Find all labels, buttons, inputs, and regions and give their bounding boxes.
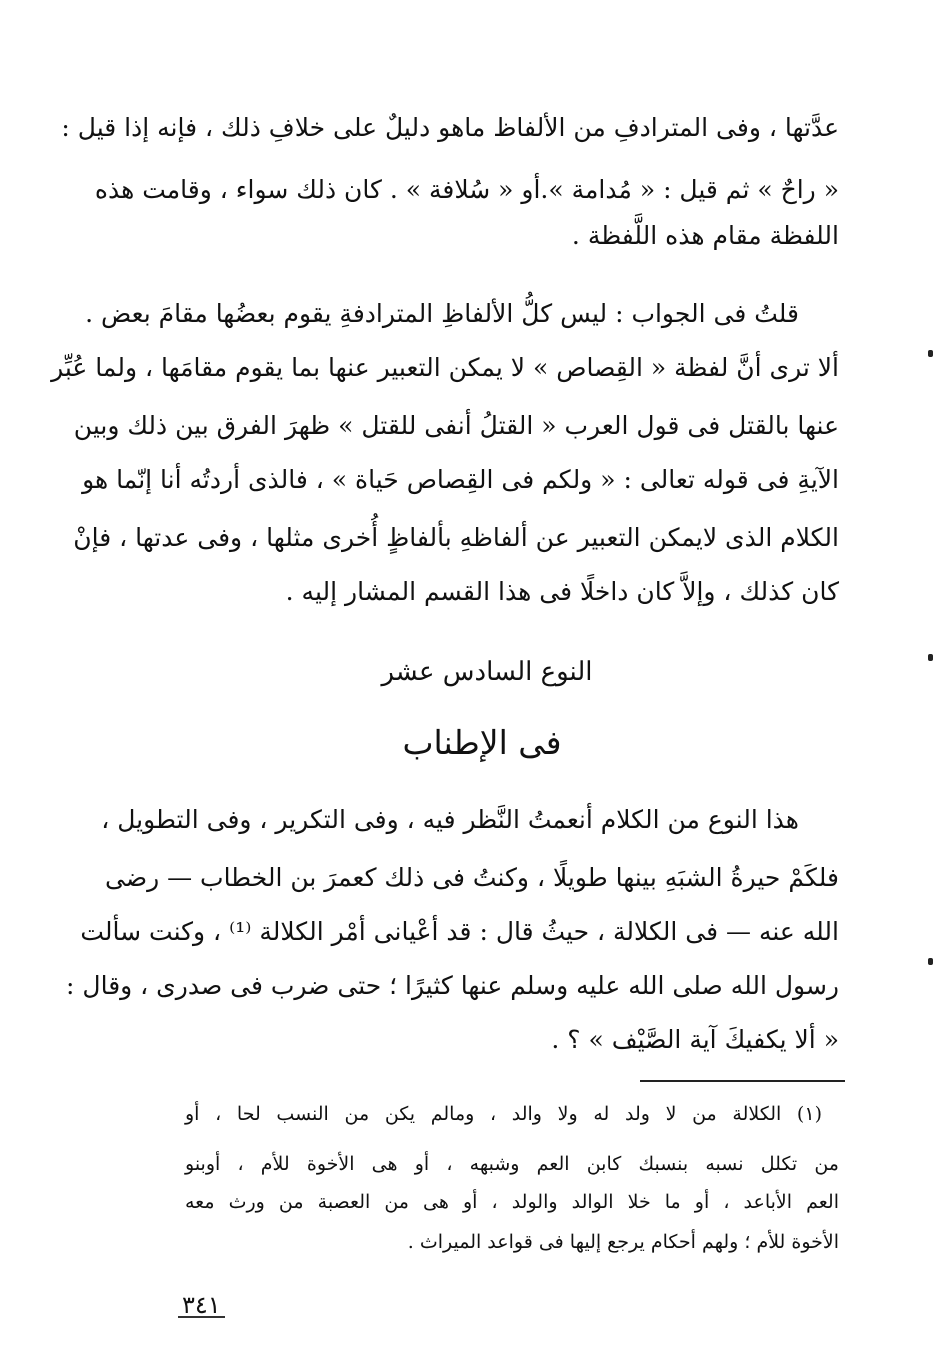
paragraph-3-line-1: هذا النوع من الكلام أنعمتُ النَّظر فيه ، وفى التكرير ، وفى التطويل ، xyxy=(101,805,799,834)
paragraph-2-line-6: كان كذلك ، وإلاَّ كان داخلًا فى هذا القسم المشار إليه . xyxy=(285,577,839,606)
paragraph-3-line-2: فلكَمْ حيرةُ الشبَهِ بينها طويلًا ، وكنتُ فى ذلك كعمرَ بن الخطاب — رضى xyxy=(105,863,839,892)
paragraph-1-line-1: عدَّتها ، وفى المترادفِ من الألفاظ ماهو دليلٌ على خلافِ ذلك ، فإنه إذا قيل : xyxy=(61,113,839,142)
paragraph-1-line-2: « راحٌ » ثم قيل : « مُدامة ».أو « سُلافة » . كان ذلك سواء ، وقامت هذه xyxy=(94,175,839,204)
paragraph-3-line-5: « ألا يكفيكَ آية الصَّيْف » ؟ . xyxy=(551,1025,839,1054)
paragraph-2-line-1: قلتُ فى الجواب : ليس كلُّ الألفاظِ المترادفةِ يقوم بعضُها مقامَ بعض . xyxy=(85,299,799,328)
paragraph-2-line-5: الكلام الذى لايمكن التعبير عن ألفاظهِ بألفاظٍ أُخرى مثلها ، وفى عدتها ، فإنْ xyxy=(73,523,839,552)
paragraph-3-line-4: رسول الله صلى الله عليه وسلم عنها كثيرًا ؛ حتى ضرب فى صدرى ، وقال : xyxy=(66,971,839,1000)
chapter-subtitle: فى الإطناب xyxy=(402,723,562,762)
scan-speck xyxy=(928,350,933,357)
paragraph-3-line-3: الله عنه — فى الكلالة ، حيثُ قال : قد أعْيانى أمْر الكلالة ⁽¹⁾ ، وكنت سألت xyxy=(80,917,839,946)
scan-speck xyxy=(928,958,933,965)
paragraph-2-line-3: عنها بالقتل فى قول العرب « القتلُ أنفى للقتل » ظهرَ الفرق بين ذلك وبين xyxy=(73,411,839,440)
page-number: ٣٤١ xyxy=(182,1291,221,1319)
footnote-line-1: (١) الكلالة من لا ولد له ولا والد ، ومالم يكن من النسب لحا ، أو xyxy=(185,1103,822,1125)
paragraph-2-line-4: الآيةِ فى قوله تعالى : « ولكم فى القِصاص حَياة » ، فالذى أردتُه أنا إنّما هو xyxy=(82,465,839,494)
chapter-title: النوع السادس عشر xyxy=(381,657,593,687)
paragraph-1-line-3: اللفظة مقام هذه اللَّفظة . xyxy=(571,221,839,250)
scan-speck xyxy=(928,654,933,661)
footnote-separator xyxy=(640,1080,845,1082)
footnote-line-4: الأخوة للأم ؛ ولهم أحكام يرجع إليها فى قواعد الميراث . xyxy=(407,1231,839,1253)
footnote-line-3: العم الأباعد ، أو ما خلا الوالد والولد ، أو هى من العصبة من ورث معه xyxy=(185,1191,839,1213)
paragraph-2-line-2: ألا ترى أنَّ لفظة « القِصاص » لا يمكن التعبير عنها بما يقوم مقامَها ، ولما عُبِّر xyxy=(51,353,839,382)
footnote-line-2: من تكلل نسبه بنسبك كابن العم وشبهه ، أو هى الأخوة للأم ، أوبنو xyxy=(185,1153,839,1175)
